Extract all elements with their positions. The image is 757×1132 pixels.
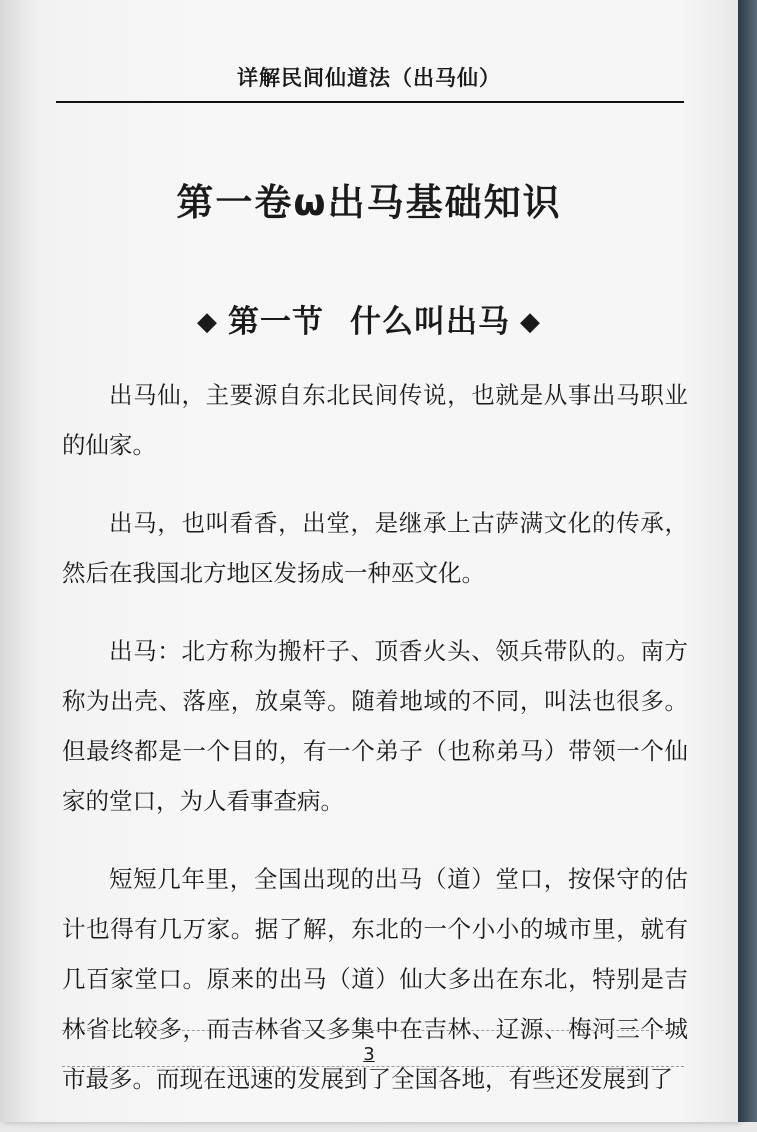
diamond-left-icon: ◆ (197, 307, 218, 337)
header-rule (56, 101, 684, 103)
page-number: 3 (363, 1044, 375, 1065)
running-head: 详解民间仙道法（出马仙） (237, 66, 501, 90)
paragraph-4: 短短几年里，全国出现的出马（道）堂口，按保守的估计也得有几万家。据了解，东北的一个小小的城市里，就有几百家堂口。原来的出马（道）仙大多出在东北，特别是吉林省比较多，而吉林省又多集中在吉林、辽源、梅河三个城市最多。而现在迅速的发展到了全国各地，有些还发展到了 (62, 865, 688, 1093)
paragraph-1: 出马仙，主要源自东北民间传说，也就是从事出马职业的仙家。 (62, 381, 688, 459)
diamond-right-icon: ◆ (520, 307, 541, 337)
paragraph-3: 出马：北方称为搬杆子、顶香火头、领兵带队的。南方称为出壳、落座，放桌等。随着地域的不同，叫法也很多。但最终都是一个目的，有一个弟子（也称弟马）带领一个仙家的堂口，为人看事查病。 (62, 637, 688, 815)
section-name: 什么叫出马 (350, 304, 510, 340)
chapter-title: 第一卷ω出马基础知识 (176, 181, 562, 224)
section-number: 第一节 (228, 304, 324, 340)
paragraph-2: 出马，也叫看香，出堂，是继承上古萨满文化的传承，然后在我国北方地区发扬成一种巫文化。 (62, 509, 688, 587)
section-title (0, 296, 738, 341)
body-text (62, 370, 688, 1132)
footer-rule-top (62, 1030, 684, 1031)
footer-rule-bottom (62, 1066, 684, 1067)
page-edge (738, 0, 757, 1122)
